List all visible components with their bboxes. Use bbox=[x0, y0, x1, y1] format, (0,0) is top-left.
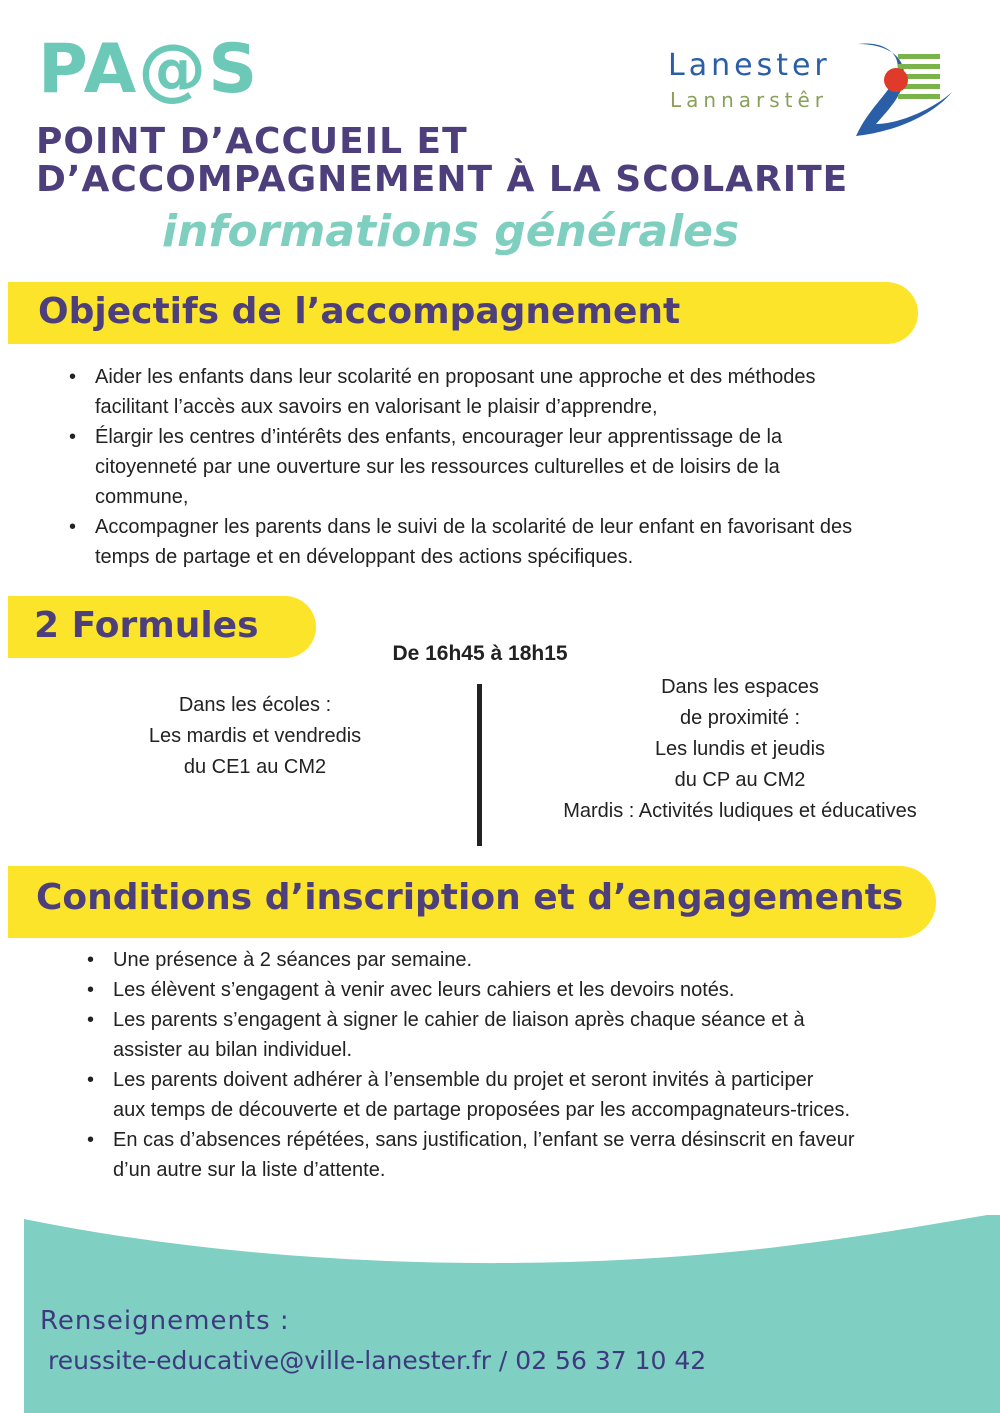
bullet-icon: • bbox=[69, 366, 77, 388]
footer-label: Renseignements : bbox=[40, 1306, 290, 1336]
formule-espaces-line3: Les lundis et jeudis bbox=[654, 738, 826, 760]
formule-espaces-line1: Dans les espaces bbox=[661, 676, 819, 698]
title-line-1: POINT D’ACCUEIL ET bbox=[36, 121, 468, 162]
lanester-logo bbox=[660, 36, 960, 140]
formules-time: De 16h45 à 18h15 bbox=[392, 642, 568, 665]
conditions-header-bar bbox=[8, 866, 936, 938]
formule-espaces-line5: Mardis : Activités ludiques et éducatives bbox=[563, 800, 917, 822]
column-divider bbox=[477, 684, 482, 846]
formule-ecoles bbox=[100, 690, 410, 783]
bullet-icon: • bbox=[87, 949, 95, 971]
list-item: • Élargir les centres d’intérêts des enfants, encourager leur apprentissage de la citoyenneté par une ouverture sur les ressources culturelles et de loisirs de la commune, bbox=[95, 422, 975, 512]
bullet-icon: • bbox=[69, 516, 77, 538]
conditions-list bbox=[87, 945, 983, 1185]
list-item: • Une présence à 2 séances par semaine. bbox=[113, 945, 983, 975]
lanester-emblem-icon bbox=[848, 40, 958, 140]
logo-text-lannarster: Lannarstêr bbox=[670, 88, 829, 112]
title-line-2: D’ACCOMPAGNEMENT À LA SCOLARITE bbox=[36, 159, 849, 200]
bullet-icon: • bbox=[87, 979, 95, 1001]
formule-espaces bbox=[530, 672, 950, 827]
section-title-conditions: Conditions d’inscription et d’engagements bbox=[36, 877, 904, 918]
section-title-objectifs: Objectifs de l’accompagnement bbox=[38, 291, 681, 332]
formule-ecoles-line2: Les mardis et vendredis bbox=[148, 725, 362, 747]
formule-espaces-line2: de proximité : bbox=[679, 707, 801, 729]
formule-espaces-line4: du CP au CM2 bbox=[674, 769, 806, 791]
list-item: • En cas d’absences répétées, sans justification, l’enfant se verra désinscrit en faveur d’un autre sur la liste d’attente. bbox=[113, 1125, 983, 1185]
bullet-icon: • bbox=[87, 1069, 95, 1091]
bullet-icon: • bbox=[69, 426, 77, 448]
logo-text-lanester: Lanester bbox=[668, 48, 831, 83]
list-item: • Accompagner les parents dans le suivi de la scolarité de leur enfant en favorisant des temps de partage et en développant des actions spécifiques. bbox=[95, 512, 975, 572]
formules-header-bar bbox=[8, 596, 316, 658]
brand-logo-text: PA@S bbox=[38, 30, 260, 109]
subtitle: informations générales bbox=[162, 206, 740, 257]
bullet-icon: • bbox=[87, 1129, 95, 1151]
footer-contact: reussite-educative@ville-lanester.fr / 02 56 37 10 42 bbox=[48, 1346, 707, 1375]
section-title-formules: 2 Formules bbox=[34, 605, 259, 646]
list-item: • Les élèvent s’engagent à venir avec leurs cahiers et les devoirs notés. bbox=[113, 975, 983, 1005]
bullet-icon: • bbox=[87, 1009, 95, 1031]
formule-ecoles-line3: du CE1 au CM2 bbox=[183, 756, 327, 778]
list-item: • Les parents s’engagent à signer le cahier de liaison après chaque séance et à assister au bilan individuel. bbox=[113, 1005, 983, 1065]
list-item: • Aider les enfants dans leur scolarité en proposant une approche et des méthodes facilitant l’accès aux savoirs en valorisant le plaisir d’apprendre, bbox=[95, 362, 975, 422]
formule-ecoles-line1: Dans les écoles : bbox=[178, 694, 332, 716]
list-item: • Les parents doivent adhérer à l’ensemble du projet et seront invités à participer aux temps de découverte et de partage proposées par les accompagnateurs-trices. bbox=[113, 1065, 983, 1125]
objectifs-header-bar bbox=[8, 282, 918, 344]
objectifs-list bbox=[69, 362, 975, 572]
